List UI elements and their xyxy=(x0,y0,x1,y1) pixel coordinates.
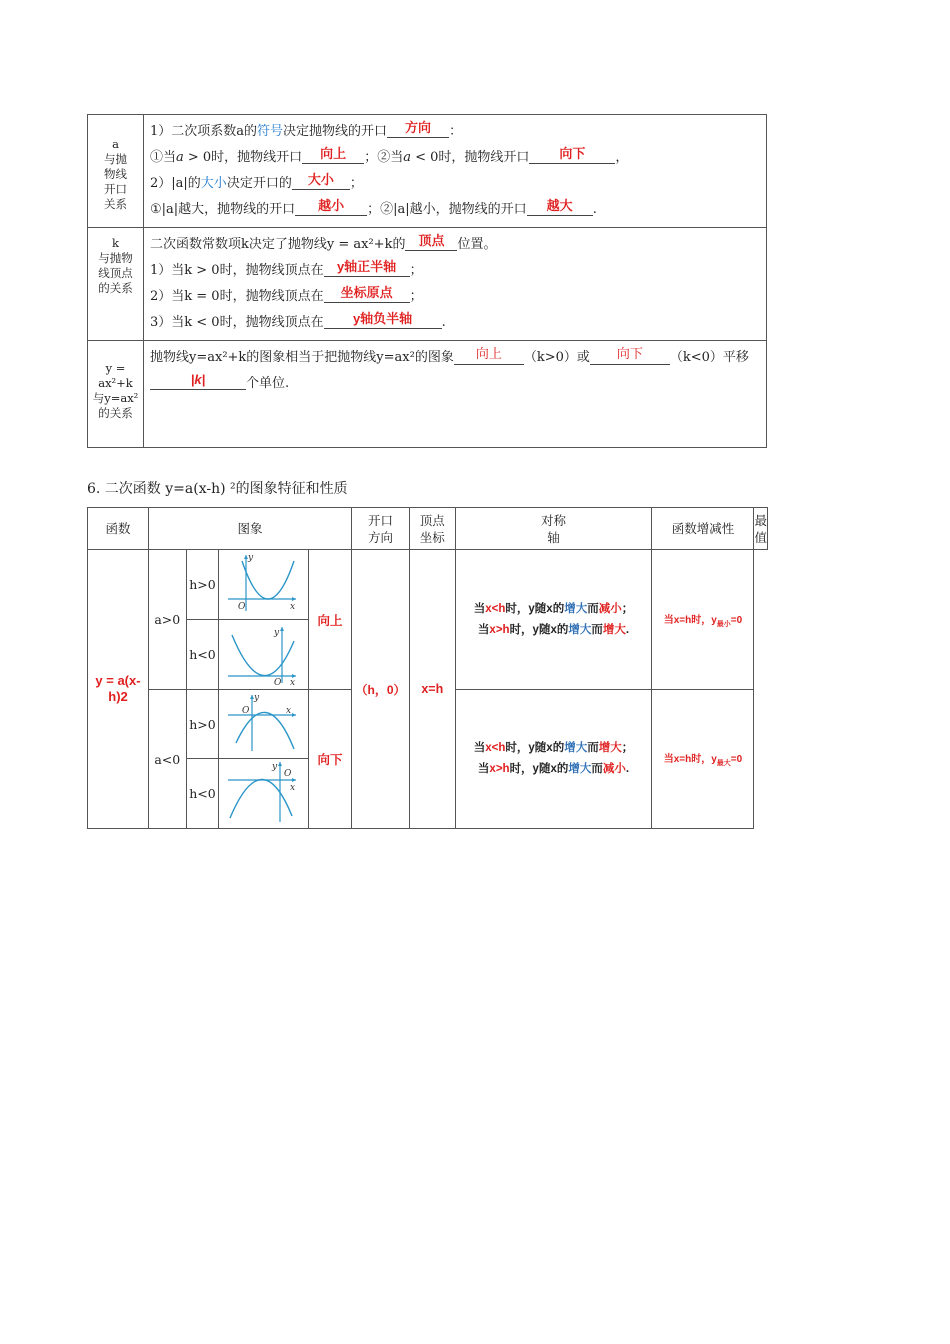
a-pos-cell: a>0 xyxy=(149,550,187,690)
t: 增大 xyxy=(602,623,626,636)
t: x>h xyxy=(489,623,510,636)
t: 当 xyxy=(473,602,486,615)
answer-blank: 向上 xyxy=(454,346,524,365)
graph-up-left-parabola xyxy=(224,621,304,685)
function-cell xyxy=(88,550,149,829)
a-line-2 xyxy=(150,145,760,171)
x-label: x xyxy=(289,783,295,793)
t: . xyxy=(625,763,630,775)
answer-blank: y轴正半轴 xyxy=(324,258,410,277)
header-text: 开口方向 xyxy=(367,512,393,545)
t: ； xyxy=(621,602,634,615)
vertex-cell: （h，0） xyxy=(351,550,409,829)
header-vertex xyxy=(410,508,456,550)
label-line: 开口 xyxy=(104,182,127,196)
t: . xyxy=(625,623,630,636)
monotonicity-up xyxy=(455,550,652,690)
axis-cell: x=h xyxy=(410,550,456,829)
text: . xyxy=(592,202,597,217)
answer-blank: |k| xyxy=(150,371,246,390)
text: 个单位. xyxy=(246,376,290,391)
answer-blank: 越小 xyxy=(295,197,367,216)
t: 当x=h时，y xyxy=(663,754,717,765)
text: ： xyxy=(449,124,463,139)
section-title: 6. 二次函数 y=a(x-h) ²的图象特征和性质 xyxy=(87,481,348,497)
mono-line xyxy=(456,599,652,620)
row-label-k xyxy=(88,228,144,341)
t: 最大 xyxy=(716,760,731,767)
label-line: 的关系 xyxy=(98,281,133,295)
answer-blank: 方向 xyxy=(387,119,449,138)
row-label-shift xyxy=(88,341,144,448)
label-line: ax²+k xyxy=(98,376,133,390)
label-line: k xyxy=(112,236,119,250)
h-cond-cell: h>0 xyxy=(186,690,219,759)
t: 而 xyxy=(587,602,599,615)
text: 位置。 xyxy=(457,237,497,252)
x-label: x xyxy=(289,678,295,685)
text: 3）当k < 0时，抛物线顶点在 xyxy=(150,315,324,330)
y-label: y xyxy=(253,692,259,703)
keyword: 符号 xyxy=(257,124,284,139)
text: 2）当k = 0时，抛物线顶点在 xyxy=(150,289,324,304)
t: 时，y随x的 xyxy=(505,742,565,754)
row-content-shift xyxy=(144,341,767,448)
h-cond-cell: h>0 xyxy=(186,550,219,620)
t: 增大 xyxy=(564,602,588,615)
label-line: 的关系 xyxy=(98,406,133,420)
answer-blank: y轴负半轴 xyxy=(324,310,442,329)
t: 而 xyxy=(591,763,603,775)
mono-line xyxy=(456,738,652,759)
label-line: 物线 xyxy=(104,167,127,181)
text: ；②|a|越小，抛物线的开口 xyxy=(367,202,527,217)
x-label: x xyxy=(289,602,295,612)
direction-down: 向下 xyxy=(309,690,352,829)
origin-label: O xyxy=(283,769,292,779)
header-monotonicity: 函数增减性 xyxy=(652,508,754,550)
t: 增大 xyxy=(598,742,622,754)
text: ①|a|越大，抛物线的开口 xyxy=(150,202,296,217)
t: x>h xyxy=(489,763,510,775)
a-line-4 xyxy=(150,197,760,223)
shift-line-2 xyxy=(150,371,760,397)
header-function: 函数 xyxy=(88,508,149,550)
text: ； xyxy=(409,263,423,278)
answer-blank: 越大 xyxy=(527,197,593,216)
answer-blank: 大小 xyxy=(292,171,350,190)
graph-up-right-parabola xyxy=(224,551,304,615)
y-label: y xyxy=(273,628,279,638)
text: 决定开口的 xyxy=(226,176,292,191)
header-text: 对称轴 xyxy=(540,512,566,545)
t: 减小 xyxy=(598,602,622,615)
text: . xyxy=(441,315,446,330)
graph-cell xyxy=(219,620,309,690)
graph-down-left-parabola xyxy=(224,760,304,824)
mono-line xyxy=(456,759,652,780)
y-label: y xyxy=(247,553,253,563)
label-line: a xyxy=(112,137,119,151)
vertex-form-table xyxy=(87,507,768,829)
origin-label: O xyxy=(273,678,282,685)
row-label-a xyxy=(88,115,144,228)
direction-up: 向上 xyxy=(309,550,352,690)
answer-blank: 向下 xyxy=(590,346,670,365)
k-line-1 xyxy=(150,232,760,258)
text: ， xyxy=(615,150,629,165)
header-direction xyxy=(351,508,409,550)
graph-down-right-parabola xyxy=(224,691,304,755)
label-line: y = xyxy=(105,361,126,375)
t: 增大 xyxy=(564,742,588,754)
label-line: 线顶点 xyxy=(98,266,133,280)
t: 增大 xyxy=(568,623,592,636)
header-extremum: 最值 xyxy=(754,508,768,550)
answer-blank: 向下 xyxy=(529,145,615,164)
text: 1）二次项系数a的 xyxy=(150,124,258,139)
properties-table xyxy=(87,114,767,448)
k-line-2 xyxy=(150,258,760,284)
extremum-min xyxy=(652,550,754,690)
h-cond-cell: h<0 xyxy=(186,620,219,690)
origin-label: O xyxy=(237,602,246,612)
label-line: 与抛 xyxy=(104,152,127,166)
y-label: y xyxy=(271,762,277,772)
t: 当 xyxy=(477,763,490,775)
text: 抛物线y=ax²+k的图象相当于把抛物线y=ax²的图象 xyxy=(150,350,454,365)
t: x<h xyxy=(485,742,506,754)
graph-cell xyxy=(219,759,309,829)
t: ； xyxy=(621,742,634,754)
t: 减小 xyxy=(602,763,626,775)
text: 2）|a|的 xyxy=(150,176,201,191)
row-content-k xyxy=(144,228,767,341)
text: 二次函数常数项k决定了抛物线y = ax²+k的 xyxy=(150,237,406,252)
text: ； xyxy=(349,176,363,191)
header-axis xyxy=(455,508,652,550)
keyword: 大小 xyxy=(200,176,227,191)
a-line-3 xyxy=(150,171,760,197)
t: 当 xyxy=(473,742,486,754)
text: 1）当k > 0时，抛物线顶点在 xyxy=(150,263,324,278)
t: 时，y随x的 xyxy=(509,623,569,636)
t: 时，y随x的 xyxy=(509,763,569,775)
row-content-a xyxy=(144,115,767,228)
text: ； xyxy=(409,289,423,304)
a-neg-cell: a<0 xyxy=(149,690,187,829)
t: 最小 xyxy=(716,620,731,628)
extremum-max xyxy=(652,690,754,829)
function-text: y = a(x-h)2 xyxy=(95,673,141,704)
header-graph: 图象 xyxy=(149,508,352,550)
x-label: x xyxy=(285,705,291,716)
text: （k>0）或 xyxy=(523,350,590,365)
answer-blank: 顶点 xyxy=(405,232,457,251)
t: =0 xyxy=(730,754,743,765)
h-cond-cell: h<0 xyxy=(186,759,219,829)
answer-blank: 向上 xyxy=(302,145,364,164)
t: =0 xyxy=(730,614,743,626)
mono-line xyxy=(456,620,652,641)
header-text: 顶点坐标 xyxy=(419,512,445,545)
graph-cell xyxy=(219,690,309,759)
t: 当 xyxy=(477,623,490,636)
label-line: 与抛物 xyxy=(98,251,133,265)
t: 而 xyxy=(587,742,599,754)
t: 增大 xyxy=(568,763,592,775)
graph-cell xyxy=(219,550,309,620)
t: 当x=h时，y xyxy=(663,614,717,626)
text: ①当𝑎 > 0时，抛物线开口 xyxy=(150,150,303,165)
k-line-4 xyxy=(150,310,760,336)
text: 决定抛物线的开口 xyxy=(283,124,388,139)
t: x<h xyxy=(485,602,506,615)
text: （k<0）平移 xyxy=(669,350,749,365)
k-line-3 xyxy=(150,284,760,310)
label-line: 与y=ax² xyxy=(92,391,139,405)
t: 时，y随x的 xyxy=(505,602,565,615)
a-line-1 xyxy=(150,119,760,145)
label-line: 关系 xyxy=(104,197,127,211)
origin-label: O xyxy=(241,705,250,716)
shift-line-1 xyxy=(150,345,760,371)
answer-blank: 坐标原点 xyxy=(324,284,410,303)
t: 而 xyxy=(591,623,603,636)
monotonicity-down xyxy=(455,690,652,829)
text: ；②当𝑎 < 0时，抛物线开口 xyxy=(364,150,530,165)
